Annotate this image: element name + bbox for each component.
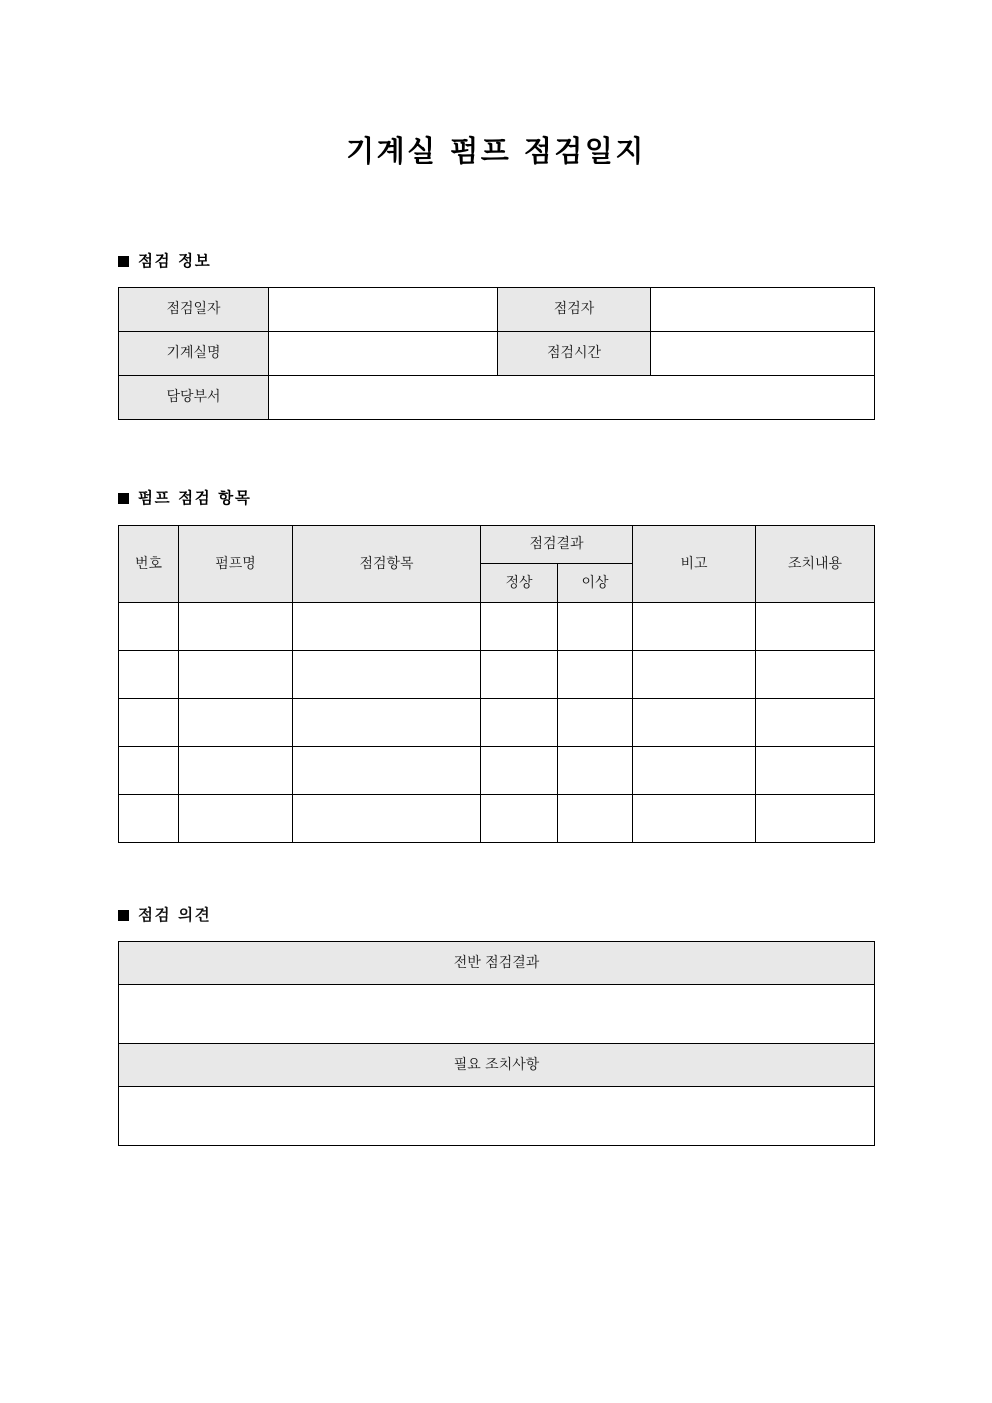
label-required-actions: 필요 조치사항 [119,1044,875,1087]
section-heading-items-label: 펌프 점검 항목 [138,489,252,507]
square-bullet-icon [118,256,129,267]
cell-inspection-item[interactable] [293,699,481,747]
cell-number[interactable] [119,747,179,795]
page-title: 기계실 펌프 점검일지 [346,134,646,168]
cell-number[interactable] [119,699,179,747]
cell-remarks[interactable] [633,603,756,651]
cell-remarks[interactable] [633,795,756,843]
table-row [119,288,875,332]
section-heading-items [118,487,251,509]
field-required-actions[interactable] [119,1087,875,1146]
label-inspector: 점검자 [498,288,651,332]
inspection-opinion-table [118,941,875,1146]
cell-number[interactable] [119,795,179,843]
cell-result-normal[interactable] [481,795,558,843]
table-row [119,942,875,985]
cell-remarks[interactable] [633,699,756,747]
cell-pump-name[interactable] [179,603,293,651]
field-machine-room-name[interactable] [269,332,498,376]
column-header-number: 번호 [119,526,179,603]
cell-result-normal[interactable] [481,747,558,795]
square-bullet-icon [118,493,129,504]
cell-inspection-item[interactable] [293,651,481,699]
square-bullet-icon [118,910,129,921]
cell-pump-name[interactable] [179,651,293,699]
cell-remarks[interactable] [633,651,756,699]
table-row [119,795,875,843]
cell-result-normal[interactable] [481,603,558,651]
table-row [119,985,875,1044]
column-header-inspection-item: 점검항목 [293,526,481,603]
table-row [119,1087,875,1146]
column-header-pump-name: 펌프명 [179,526,293,603]
cell-result-abnormal[interactable] [558,795,633,843]
pump-inspection-items-table [118,525,875,843]
table-row [119,603,875,651]
cell-action[interactable] [756,699,875,747]
cell-result-abnormal[interactable] [558,747,633,795]
table-row [119,747,875,795]
cell-result-abnormal[interactable] [558,699,633,747]
column-header-remarks: 비고 [633,526,756,603]
inspection-info-table [118,287,875,420]
table-row [119,332,875,376]
cell-inspection-item[interactable] [293,795,481,843]
cell-pump-name[interactable] [179,747,293,795]
cell-result-normal[interactable] [481,699,558,747]
cell-inspection-item[interactable] [293,747,481,795]
label-inspection-date: 점검일자 [119,288,269,332]
cell-number[interactable] [119,603,179,651]
column-header-result-group: 점검결과 [481,526,633,564]
cell-remarks[interactable] [633,747,756,795]
cell-action[interactable] [756,747,875,795]
section-heading-info [118,250,211,272]
table-row [119,651,875,699]
cell-action[interactable] [756,651,875,699]
section-heading-opinion [118,904,211,926]
field-overall-result[interactable] [119,985,875,1044]
cell-pump-name[interactable] [179,699,293,747]
section-heading-opinion-label: 점검 의견 [138,906,212,924]
column-header-action: 조치내용 [756,526,875,603]
table-row [119,376,875,420]
cell-number[interactable] [119,651,179,699]
label-department: 담당부서 [119,376,269,420]
table-header-row-top [119,526,875,564]
cell-result-abnormal[interactable] [558,603,633,651]
field-department[interactable] [269,376,875,420]
label-inspection-time: 점검시간 [498,332,651,376]
column-header-result-normal: 정상 [481,564,558,603]
cell-pump-name[interactable] [179,795,293,843]
section-heading-info-label: 점검 정보 [138,252,212,270]
field-inspection-time[interactable] [651,332,875,376]
cell-inspection-item[interactable] [293,603,481,651]
table-row [119,1044,875,1087]
table-row [119,699,875,747]
cell-result-normal[interactable] [481,651,558,699]
cell-action[interactable] [756,795,875,843]
cell-result-abnormal[interactable] [558,651,633,699]
field-inspection-date[interactable] [269,288,498,332]
label-overall-result: 전반 점검결과 [119,942,875,985]
column-header-result-abnormal: 이상 [558,564,633,603]
label-machine-room-name: 기계실명 [119,332,269,376]
cell-action[interactable] [756,603,875,651]
field-inspector[interactable] [651,288,875,332]
